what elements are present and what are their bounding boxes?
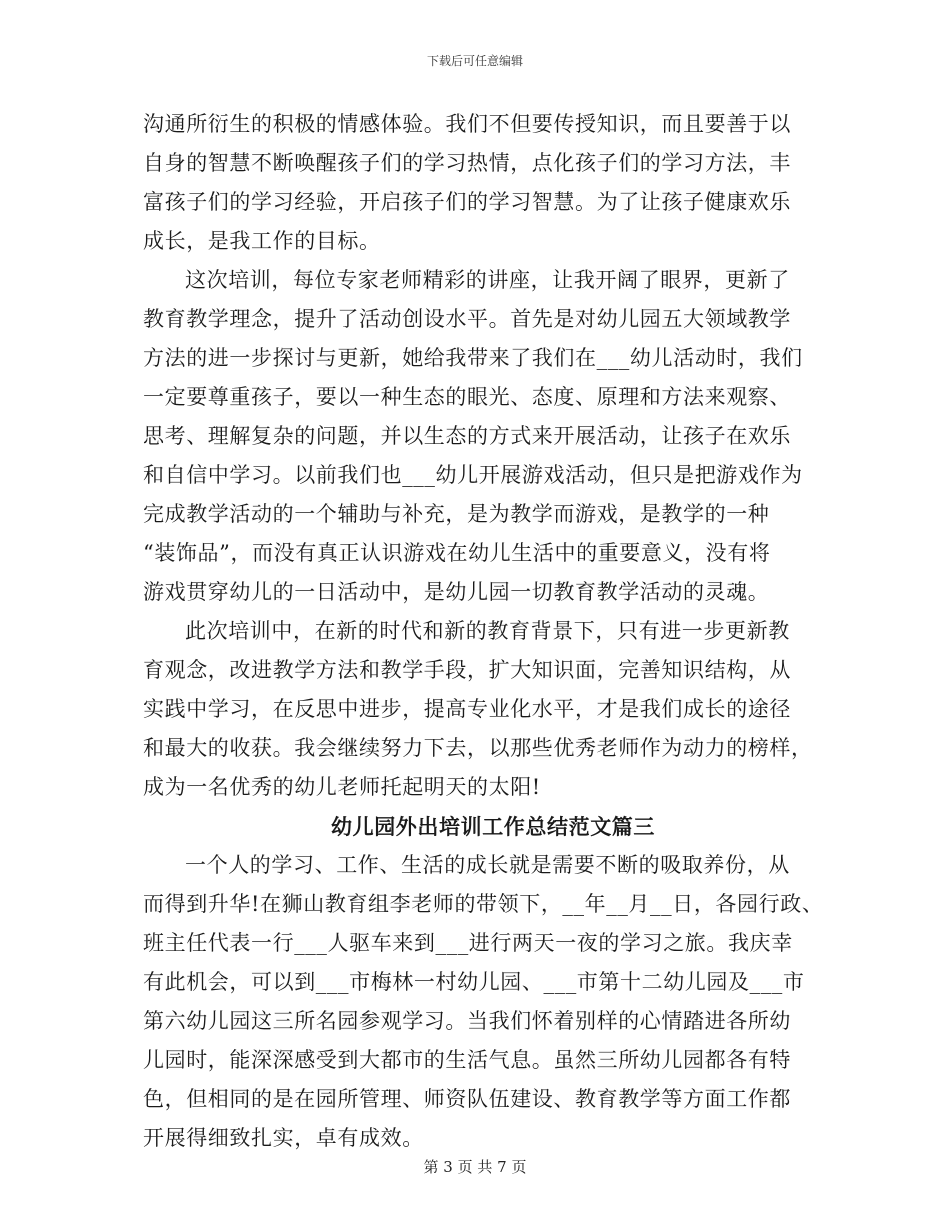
page-header: 下载后可任意编辑: [426, 54, 523, 68]
text-line: 富孩子们的学习经验，开启孩子们的学习智慧。为了让孩子健康欢乐: [143, 190, 791, 214]
document-body: [143, 105, 823, 1158]
text-line: 色，但相同的是在园所管理、师资队伍建设、教育教学等方面工作都: [143, 1087, 791, 1111]
text-line: 一个人的学习、工作、生活的成长就是需要不断的吸取养份，从: [185, 853, 790, 877]
text-line: 自身的智慧不断唤醒孩子们的学习热情，点化孩子们的学习方法，丰: [143, 151, 791, 175]
text-line: 成长，是我工作的目标。: [143, 229, 381, 253]
text-line: “装饰品”，而没有真正认识游戏在幼儿生活中的重要意义，没有将: [143, 541, 771, 565]
text-line: 班主任代表一行___人驱车来到___进行两天一夜的学习之旅。我庆幸: [143, 931, 793, 955]
text-line: 而得到升华!在狮山教育组李老师的带领下，__年__月__日，各园行政、: [143, 892, 824, 916]
paragraph: [143, 846, 823, 1158]
paragraph: [143, 105, 823, 261]
text-line: 方法的进一步探讨与更新，她给我带来了我们在___幼儿活动时，我们: [143, 346, 803, 370]
text-line: 成为一名优秀的幼儿老师托起明天的太阳!: [143, 775, 541, 799]
text-line: 儿园时，能深深感受到大都市的生活气息。虽然三所幼儿园都各有特: [143, 1048, 791, 1072]
text-line: 完成教学活动的一个辅助与补充，是为教学而游戏，是教学的一种: [143, 502, 770, 526]
text-line: 第六幼儿园这三所名园参观学习。当我们怀着别样的心情踏进各所幼: [143, 1009, 791, 1033]
text-line: 教育教学理念，提升了活动创设水平。首先是对幼儿园五大领域教学: [143, 307, 791, 331]
text-line: 和最大的收获。我会继续努力下去，以那些优秀老师作为动力的榜样，: [143, 736, 813, 760]
text-line: 实践中学习，在反思中进步，提高专业化水平，才是我们成长的途径: [143, 697, 791, 721]
text-line: 和自信中学习。以前我们也___幼儿开展游戏活动，但只是把游戏作为: [143, 463, 803, 487]
text-line: 游戏贯穿幼儿的一日活动中，是幼儿园一切教育教学活动的灵魂。: [143, 580, 770, 604]
page-number: 第 3 页 共 7 页: [423, 1158, 527, 1176]
text-line: 沟通所衍生的积极的情感体验。我们不但要传授知识，而且要善于以: [143, 112, 791, 136]
text-line: 此次培训中，在新的时代和新的教育背景下，只有进一步更新教: [185, 619, 790, 643]
text-line: 育观念，改进教学方法和教学手段，扩大知识面，完善知识结构，从: [143, 658, 791, 682]
text-line: 这次培训，每位专家老师精彩的讲座，让我开阔了眼界，更新了: [185, 268, 790, 292]
paragraph: [143, 612, 823, 807]
paragraph: [143, 261, 823, 612]
text-line: 一定要尊重孩子，要以一种生态的眼光、态度、原理和方法来观察、: [143, 385, 791, 409]
text-line: 有此机会，可以到___市梅林一村幼儿园、___市第十二幼儿园及___市: [143, 970, 805, 994]
text-line: 思考、理解复杂的问题，并以生态的方式来开展活动，让孩子在欢乐: [143, 424, 791, 448]
section-title: 幼儿园外出培训工作总结范文篇三: [331, 814, 655, 839]
text-line: 开展得细致扎实，卓有成效。: [143, 1126, 424, 1150]
